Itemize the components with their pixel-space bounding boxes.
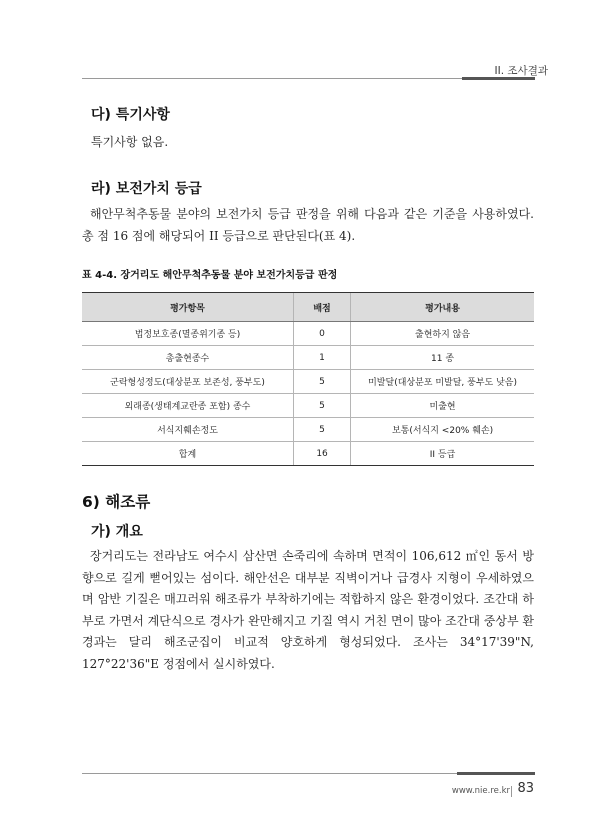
cell-evaluation: 미발달(대상분포 미발달, 풍부도 낮음) bbox=[351, 370, 534, 394]
conservation-heading: 라) 보전가치 등급 bbox=[91, 181, 202, 197]
seaweed-overview-heading: 가) 개요 bbox=[91, 524, 143, 540]
footer-rule-accent bbox=[457, 772, 535, 775]
cell-evaluation: 출현하지 않음 bbox=[351, 322, 534, 346]
table-row bbox=[82, 346, 534, 370]
table-row bbox=[82, 322, 534, 346]
conservation-grade-table bbox=[82, 292, 534, 466]
cell-score: 5 bbox=[293, 394, 350, 418]
table-caption: 표 4-4. 장거리도 해안무척추동물 분야 보전가치등급 판정 bbox=[82, 270, 338, 281]
footer-url: www.nie.re.kr bbox=[451, 786, 510, 796]
table-row bbox=[82, 370, 534, 394]
cell-score: 16 bbox=[293, 442, 350, 466]
cell-score: 0 bbox=[293, 322, 350, 346]
cell-score: 5 bbox=[293, 418, 350, 442]
cell-criteria: 법정보호종(멸종위기종 등) bbox=[82, 322, 293, 346]
header-evaluation: 평가내용 bbox=[351, 293, 534, 322]
section-label: II. 조사결과 bbox=[494, 65, 548, 77]
page-number: 83 bbox=[517, 781, 534, 796]
table-total-row bbox=[82, 442, 534, 466]
cell-criteria: 외래종(생태계교란종 포함) 종수 bbox=[82, 394, 293, 418]
header-criteria: 평가항목 bbox=[82, 293, 293, 322]
footer-separator bbox=[511, 786, 512, 797]
seaweed-heading: 6) 해조류 bbox=[82, 493, 151, 511]
special-notes-text: 특기사항 없음. bbox=[91, 135, 169, 149]
table-row bbox=[82, 418, 534, 442]
special-notes-heading: 다) 특기사항 bbox=[91, 107, 170, 123]
cell-criteria: 합계 bbox=[82, 442, 293, 466]
cell-criteria: 군락형성정도(대상분포 보존성, 풍부도) bbox=[82, 370, 293, 394]
header-score: 배점 bbox=[293, 293, 350, 322]
cell-score: 1 bbox=[293, 346, 350, 370]
header-rule-accent bbox=[462, 77, 535, 80]
seaweed-overview-text: 장거리도는 전라남도 여수시 삼산면 손죽리에 속하며 면적이 106,612 ㎡인 동서 방향으로 길게 뻗어있는 섬이다. 해안선은 대부분 직벽이거나 급경사 지형이 우세하였으며 암반 기질은 매끄러워 해조류가 부착하기에는 적합하지 않은 환경이었다. 조간대 하부로 가면서 계단식으로 경사가 완만해지고 기질 역시 거친 면이 많아 조간대 중상부 환경과는 달리 해조군집이 비교적 양호하게 형성되었다. 조사는 34°17'39"N, 127°22'36"E 정점에서 실시하였다. bbox=[82, 549, 534, 671]
cell-score: 5 bbox=[293, 370, 350, 394]
cell-evaluation: 11 종 bbox=[351, 346, 534, 370]
cell-evaluation: 보통(서식지 <20% 훼손) bbox=[351, 418, 534, 442]
footer-rule bbox=[82, 773, 457, 774]
cell-criteria: 총출현종수 bbox=[82, 346, 293, 370]
cell-evaluation: II 등급 bbox=[351, 442, 534, 466]
table-header-row bbox=[82, 293, 534, 322]
header-rule bbox=[82, 78, 462, 79]
cell-evaluation: 미출현 bbox=[351, 394, 534, 418]
conservation-text: 해안무척추동물 분야의 보전가치 등급 판정을 위해 다음과 같은 기준을 사용하였다. 총 점 16 점에 해당되어 II 등급으로 판단된다(표 4). bbox=[82, 207, 534, 243]
table-row bbox=[82, 394, 534, 418]
cell-criteria: 서식지훼손정도 bbox=[82, 418, 293, 442]
